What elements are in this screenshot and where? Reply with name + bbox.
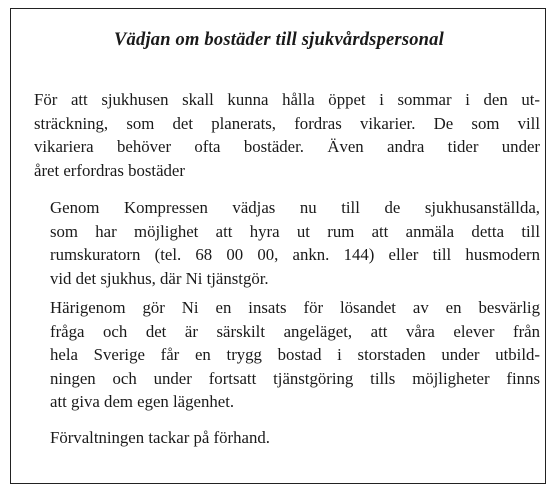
paragraph-line: hela Sverige får en trygg bostad i storstaden under utbild- xyxy=(50,345,540,364)
paragraph-4 xyxy=(50,426,540,450)
notice-title: Vädjan om bostäder till sjukvårdspersonal xyxy=(114,30,444,50)
paragraph-line: att giva dem egen lägenhet. xyxy=(50,392,235,411)
paragraph-line: För att sjukhusen skall kunna hålla öppet i sommar i den ut- xyxy=(34,90,540,109)
paragraph-line: Genom Kompressen vädjas nu till de sjukhusanställda, xyxy=(50,198,540,217)
paragraph-line: rumskuratorn (tel. 68 00 00, ankn. 144) eller till husmodern xyxy=(50,245,540,264)
paragraph-line: Förvaltningen tackar på förhand. xyxy=(50,428,270,447)
paragraph-line: fråga och det är särskilt angeläget, att våra elever från xyxy=(50,321,540,341)
paragraph-2 xyxy=(50,196,540,290)
paragraph-line: året erfordras bostäder xyxy=(34,160,185,180)
paragraph-line: vid det sjukhus, där Ni tjänstgör. xyxy=(50,268,269,288)
paragraph-1 xyxy=(34,88,540,182)
paragraph-line: ningen och under fortsatt tjänstgöring tills möjligheter finns xyxy=(50,368,540,388)
paragraph-line: vikariera behöver ofta bostäder. Även andra tider under xyxy=(34,137,540,156)
paragraph-line: sträckning, som det planerats, fordras vikarier. De som vill xyxy=(34,113,540,133)
paragraph-line: som har möjlighet att hyra ut rum att anmäla detta till xyxy=(50,221,540,241)
paragraph-3 xyxy=(50,296,540,414)
paragraph-line: Härigenom gör Ni en insats för lösandet av en besvärlig xyxy=(50,298,540,317)
